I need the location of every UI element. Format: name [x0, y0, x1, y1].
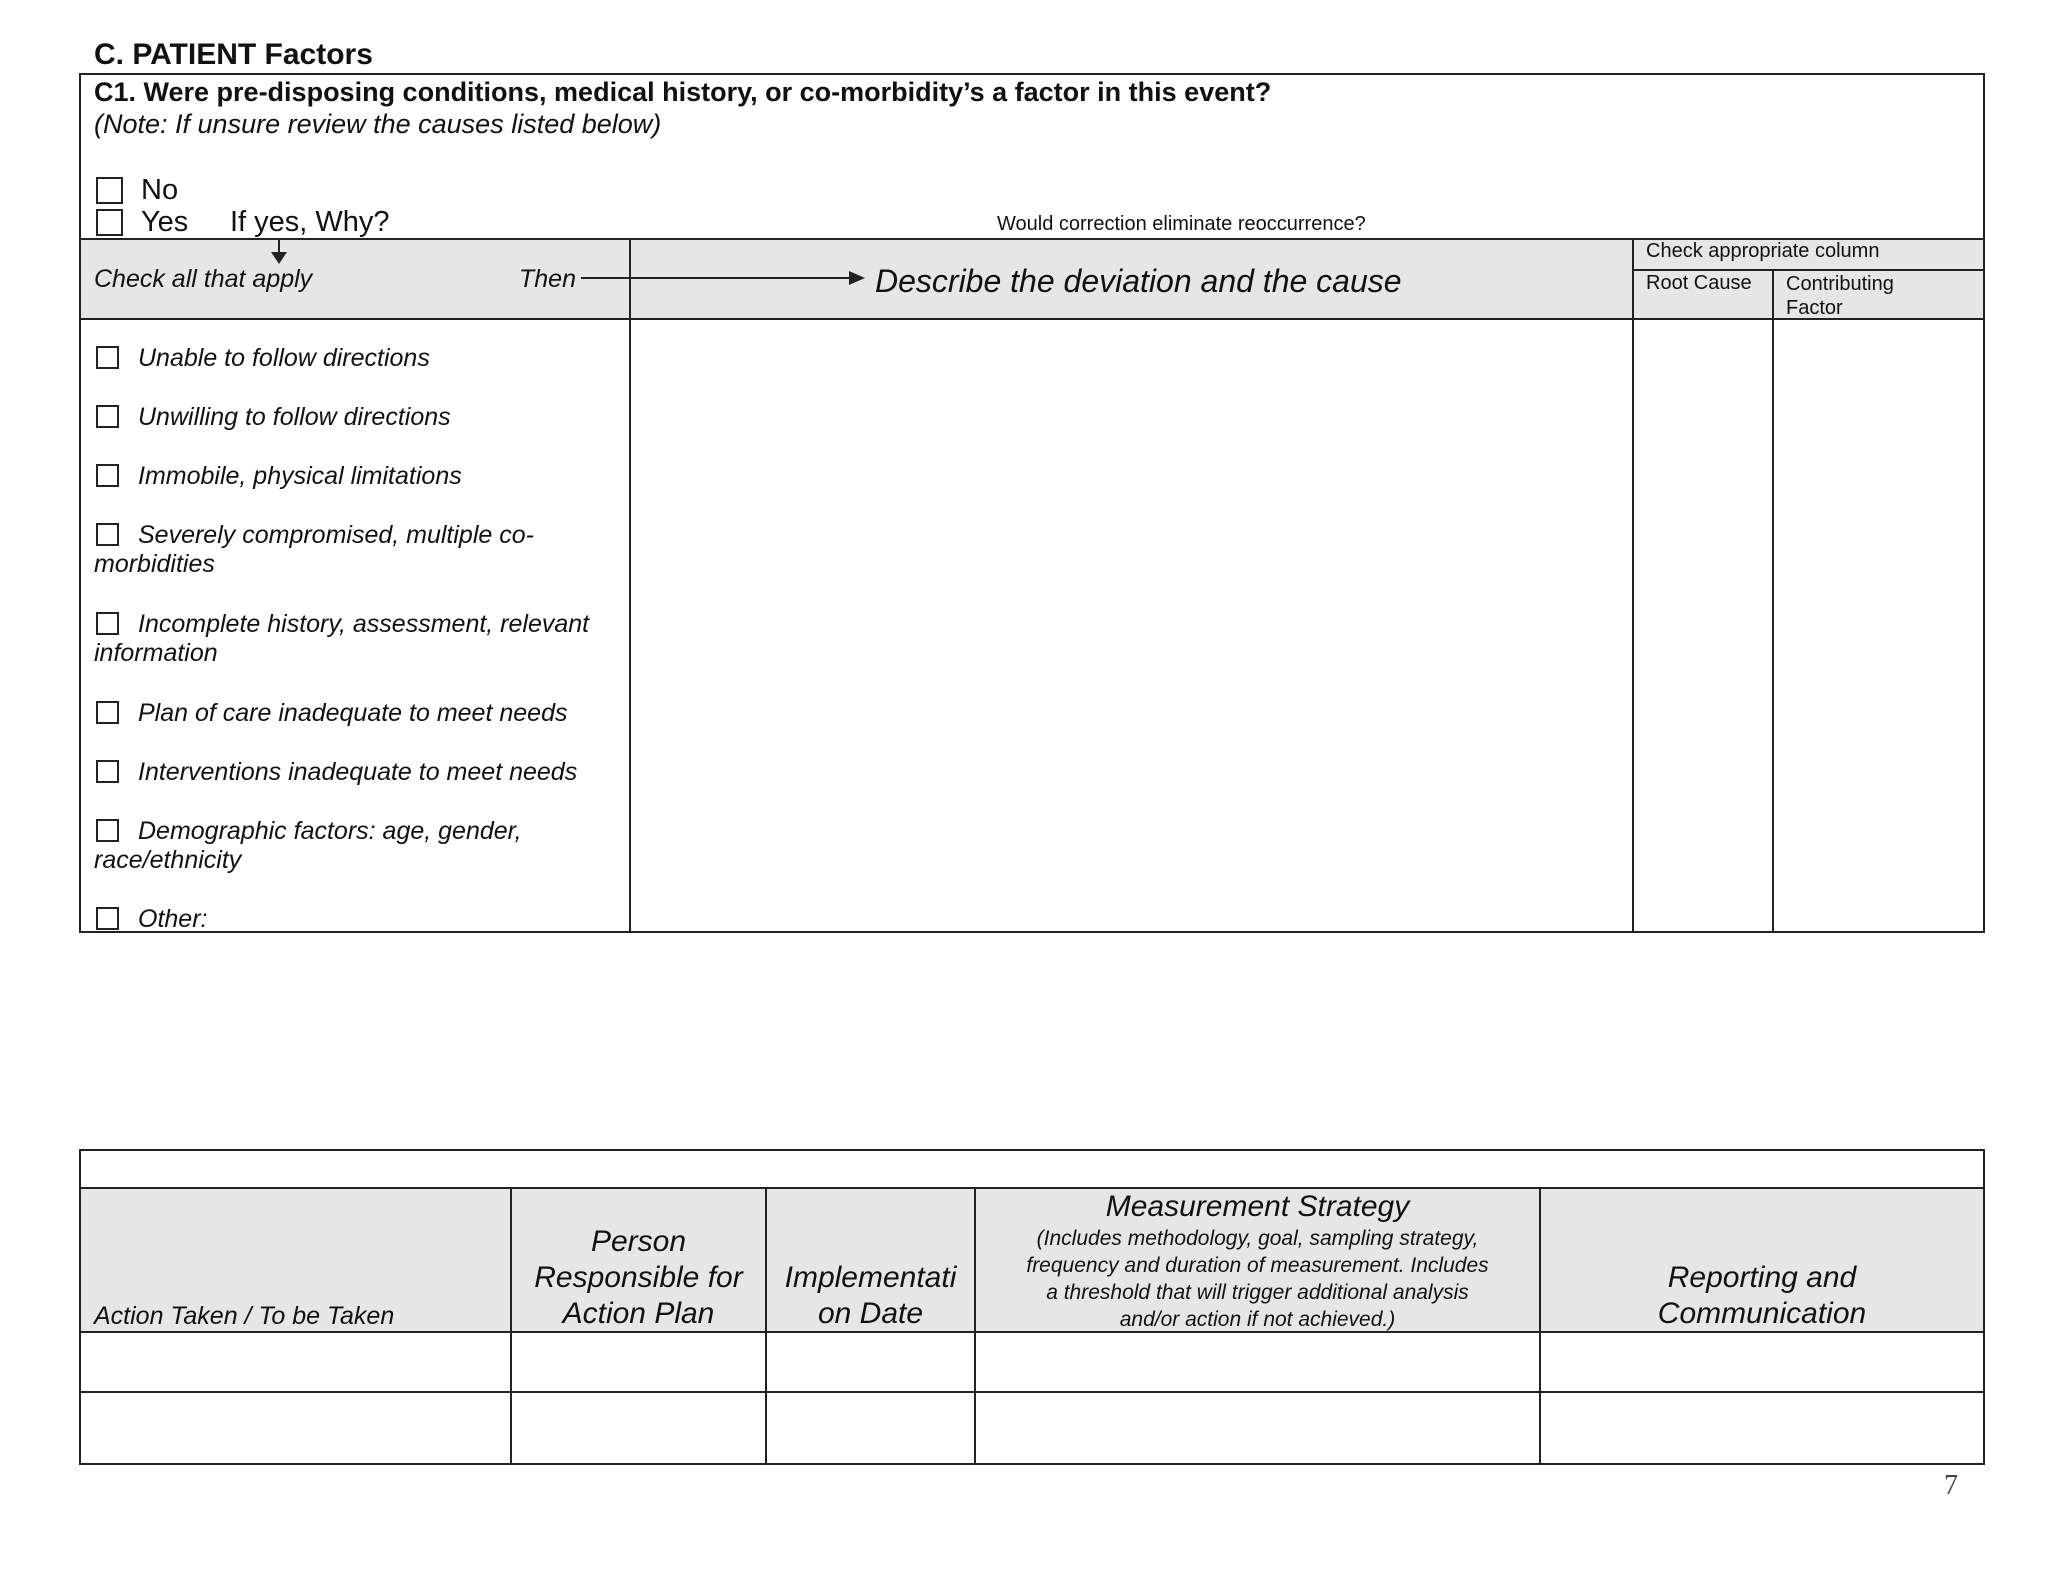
measurement-title: Measurement Strategy — [1105, 1190, 1410, 1223]
measurement-desc-1: (Includes methodology, goal, sampling strategy, — [1036, 1227, 1479, 1250]
option-label: Demographic factors: age, gender, — [138, 817, 522, 845]
no-checkbox[interactable] — [96, 177, 123, 204]
action-cell[interactable] — [81, 1333, 510, 1391]
option-checkbox[interactable] — [96, 405, 119, 428]
describe-label: Describe the deviation and the cause — [875, 263, 1402, 299]
option-label: Immobile, physical limitations — [138, 462, 462, 490]
measurement-cell[interactable] — [976, 1333, 1539, 1391]
action-table-border-top — [79, 1149, 1985, 1151]
measurement-cell[interactable] — [976, 1393, 1539, 1463]
person-cell[interactable] — [512, 1393, 765, 1463]
contributing-line1: Contributing — [1786, 273, 1894, 295]
option-label: Severely compromised, multiple co- — [138, 521, 534, 549]
action-table-border-bottom — [79, 1463, 1985, 1465]
question-note: (Note: If unsure review the causes listed below) — [94, 109, 662, 139]
person-header-line1: Person — [590, 1225, 687, 1258]
root-cause-label: Root Cause — [1646, 272, 1752, 294]
action-cell[interactable] — [81, 1393, 510, 1463]
person-cell[interactable] — [512, 1333, 765, 1391]
no-label: No — [141, 174, 179, 206]
implementation-cell[interactable] — [767, 1393, 974, 1463]
check-column-rule — [1632, 269, 1985, 271]
person-header — [512, 1224, 765, 1332]
option-label: Interventions inadequate to meet needs — [138, 758, 578, 786]
measurement-header — [976, 1189, 1539, 1333]
contributing-line2: Factor — [1786, 297, 1843, 319]
measurement-desc-4: and/or action if not achieved.) — [1119, 1308, 1396, 1331]
root-cause-entry-area[interactable] — [1634, 320, 1772, 931]
person-header-line2: Responsible for — [534, 1261, 743, 1294]
section-title: C. PATIENT Factors — [94, 38, 373, 71]
option-checkbox[interactable] — [96, 701, 119, 724]
implementation-header-line2: on Date — [817, 1297, 924, 1330]
option-checkbox[interactable] — [96, 819, 119, 842]
top-table-border-left — [79, 73, 81, 933]
option-checkbox[interactable] — [96, 907, 119, 930]
yes-followup: If yes, Why? — [230, 206, 390, 238]
contributing-entry-area[interactable] — [1774, 320, 1983, 931]
person-header-line3: Action Plan — [562, 1297, 715, 1330]
reporting-cell[interactable] — [1541, 1333, 1983, 1391]
action-header: Action Taken / To be Taken — [94, 1302, 395, 1330]
measurement-desc-2: frequency and duration of measurement. Includes — [1026, 1254, 1489, 1277]
action-table-border-right — [1983, 1149, 1985, 1465]
check-all-label: Check all that apply — [94, 265, 313, 293]
option-checkbox[interactable] — [96, 612, 119, 635]
option-label-cont: information — [94, 639, 218, 667]
option-label-cont: race/ethnicity — [94, 846, 242, 874]
question-text: C1. Were pre-disposing conditions, medical history, or co-morbidity’s a factor in this event? — [94, 77, 1272, 107]
option-checkbox[interactable] — [96, 464, 119, 487]
reoccurrence-question: Would correction eliminate reoccurrence? — [997, 213, 1366, 235]
contributing-label — [1786, 272, 1894, 320]
option-label: Unwilling to follow directions — [138, 403, 451, 431]
implementation-header-line1: Implementati — [784, 1261, 957, 1294]
down-arrow-icon — [268, 240, 290, 266]
option-checkbox[interactable] — [96, 346, 119, 369]
check-column-label: Check appropriate column — [1646, 240, 1880, 262]
measurement-desc-3: a threshold that will trigger additional analysis — [1046, 1281, 1469, 1304]
implementation-header — [767, 1260, 974, 1332]
top-table-border-right — [1983, 73, 1985, 933]
implementation-cell[interactable] — [767, 1333, 974, 1391]
option-checkbox[interactable] — [96, 760, 119, 783]
yes-label: Yes — [141, 206, 189, 238]
right-arrow-icon — [581, 268, 866, 288]
option-label: Other: — [138, 905, 208, 933]
top-table-border-bottom — [79, 931, 1985, 933]
option-checkbox[interactable] — [96, 523, 119, 546]
top-table-border-top — [79, 73, 1985, 75]
option-label: Unable to follow directions — [138, 344, 430, 372]
describe-entry-area[interactable] — [631, 320, 1632, 931]
page-number: 7 — [1944, 1470, 1958, 1501]
option-label: Plan of care inadequate to meet needs — [138, 699, 568, 727]
reporting-cell[interactable] — [1541, 1393, 1983, 1463]
option-label: Incomplete history, assessment, relevant — [138, 610, 590, 638]
yes-checkbox[interactable] — [96, 209, 123, 236]
reporting-header — [1541, 1260, 1983, 1332]
option-label-cont: morbidities — [94, 550, 215, 578]
then-label: Then — [519, 265, 576, 293]
reporting-header-line1: Reporting and — [1667, 1261, 1857, 1294]
reporting-header-line2: Communication — [1657, 1297, 1867, 1330]
